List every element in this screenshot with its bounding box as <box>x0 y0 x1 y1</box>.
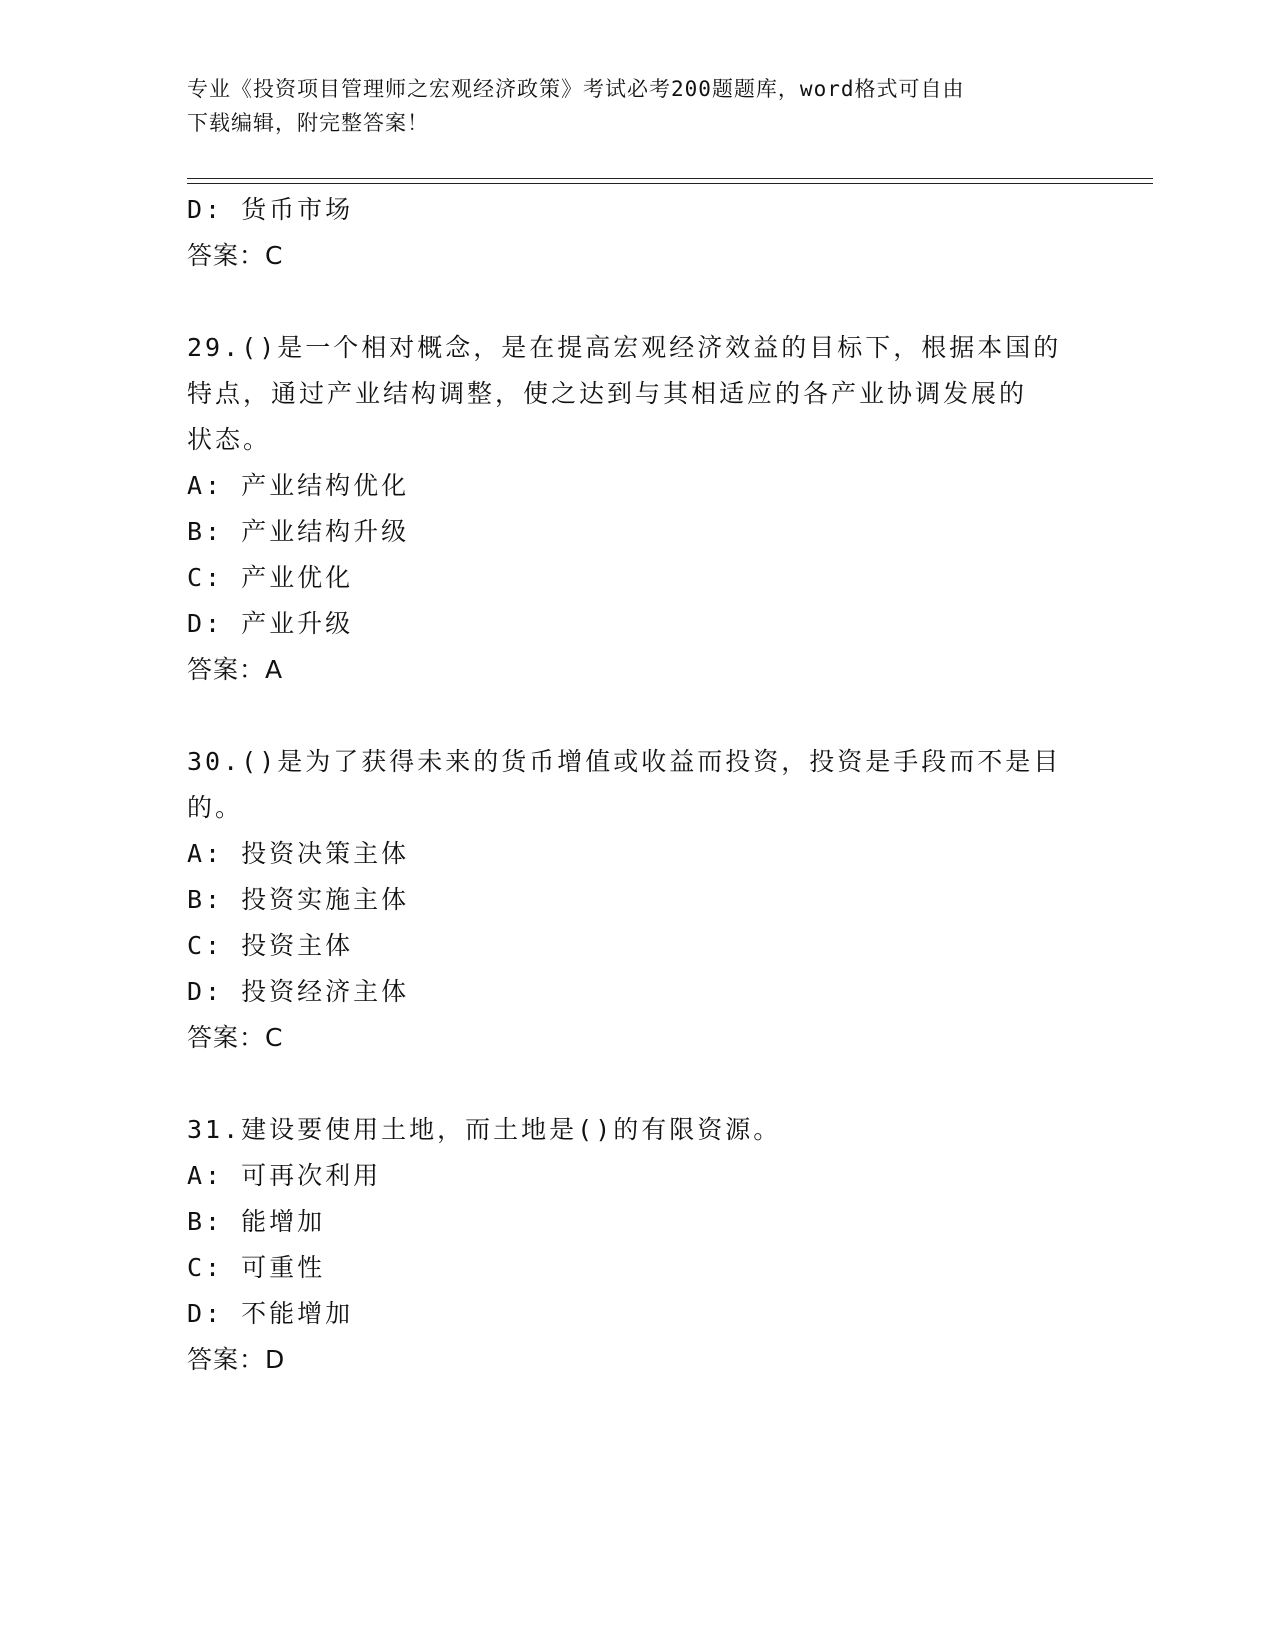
question-30 <box>187 739 1087 1061</box>
question-text-line: 29.()是一个相对概念，是在提高宏观经济效益的目标下，根据本国的 <box>187 333 1062 362</box>
option-b: B: 投资实施主体 <box>187 885 410 914</box>
option-c: C: 产业优化 <box>187 563 354 592</box>
question-29 <box>187 325 1087 693</box>
answer-line: 答案：A <box>187 655 284 684</box>
question-text-line: 30.()是为了获得未来的货币增值或收益而投资，投资是手段而不是目 <box>187 747 1062 776</box>
option-a: A: 投资决策主体 <box>187 839 410 868</box>
option-d: D: 不能增加 <box>187 1299 354 1328</box>
question-content <box>187 187 1087 1383</box>
header-rule-bottom <box>187 183 1153 184</box>
spacer <box>187 1061 1087 1107</box>
option-d: D: 产业升级 <box>187 609 354 638</box>
question-text-line: 特点，通过产业结构调整，使之达到与其相适应的各产业协调发展的 <box>187 379 1028 408</box>
answer-line: 答案：D <box>187 1345 286 1374</box>
option-b: B: 产业结构升级 <box>187 517 410 546</box>
option-d: D: 投资经济主体 <box>187 977 410 1006</box>
answer-line: 答案：C <box>187 241 284 270</box>
option-a: A: 产业结构优化 <box>187 471 410 500</box>
answer-line: 答案：C <box>187 1023 284 1052</box>
previous-question-tail <box>187 187 1087 279</box>
option-a: A: 可再次利用 <box>187 1161 382 1190</box>
document-header <box>187 72 1067 140</box>
question-text-line: 的。 <box>187 793 244 822</box>
spacer <box>187 279 1087 325</box>
option-d: D: 货币市场 <box>187 195 354 224</box>
spacer <box>187 693 1087 739</box>
question-text-line: 31.建设要使用土地，而土地是()的有限资源。 <box>187 1115 782 1144</box>
header-line-1: 专业《投资项目管理师之宏观经济政策》考试必考200题题库，word格式可自由 <box>187 77 965 101</box>
header-line-2: 下载编辑，附完整答案！ <box>187 111 429 135</box>
option-b: B: 能增加 <box>187 1207 326 1236</box>
question-31 <box>187 1107 1087 1383</box>
option-c: C: 可重性 <box>187 1253 326 1282</box>
header-rule-top <box>187 178 1153 179</box>
question-text-line: 状态。 <box>187 425 272 454</box>
option-c: C: 投资主体 <box>187 931 354 960</box>
